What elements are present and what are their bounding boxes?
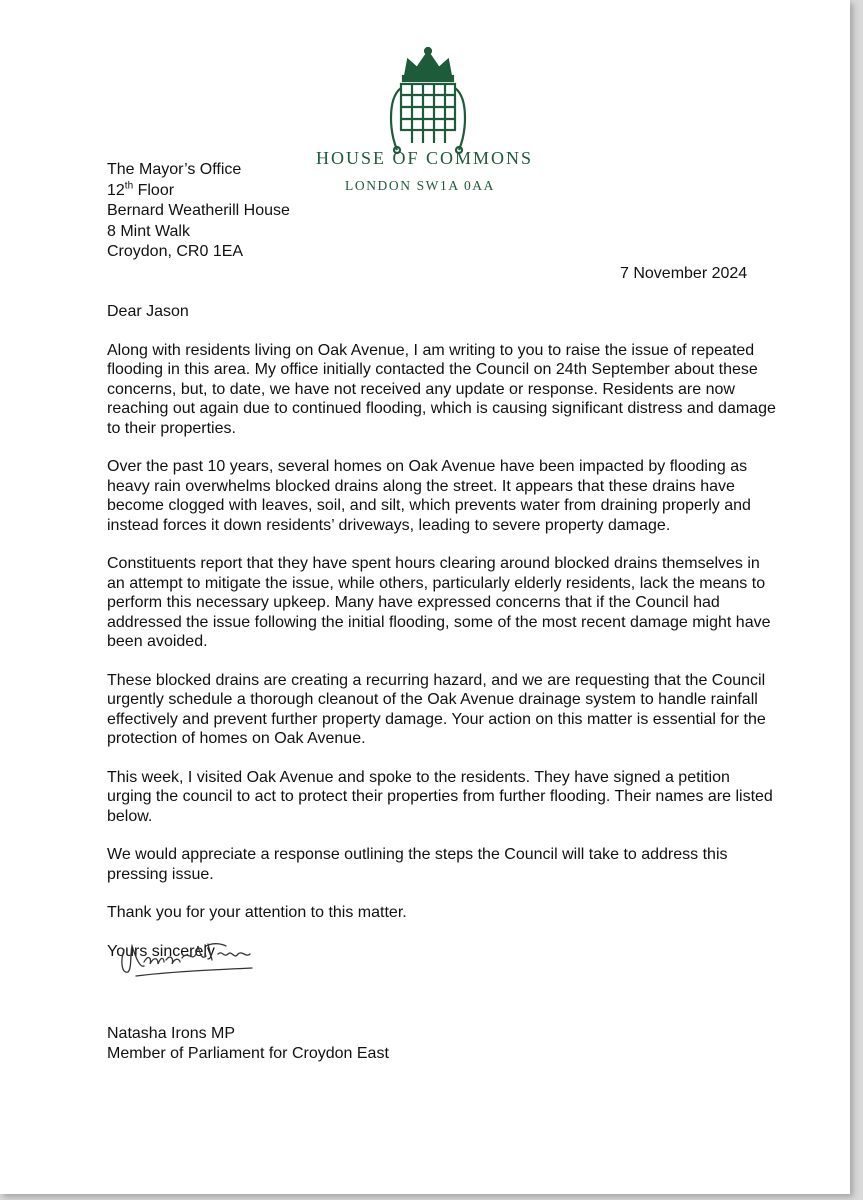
salutation: Dear Jason xyxy=(107,303,189,320)
body-paragraph: Constituents report that they have spent hours clearing around blocked drains themselves in an attempt to mitigate the issue, while others, particularly elderly residents, lack the means to perform this necessary upkeep. Many have expressed concerns that if the Council had addressed the issue following the initial flooding, some of the most recent damage might have been avoided. xyxy=(107,555,771,650)
body-paragraph: Along with residents living on Oak Avenue, I am writing to you to raise the issue of repeated flooding in this area. My office initially contacted the Council on 24th September about these concerns, but, to date, we have not received any update or response. Residents are now reaching out again due to continued flooding, which is causing significant distress and damage to their properties. xyxy=(107,341,776,437)
recipient-line: Croydon, CR0 1EA xyxy=(107,243,244,260)
signature xyxy=(118,932,258,982)
recipient-line: The Mayor’s Office xyxy=(107,161,242,178)
letterhead-address: LONDON SW1A 0AA xyxy=(345,178,495,193)
body-paragraph: We would appreciate a response outlining the steps the Council will take to address this pressing issue. xyxy=(107,846,728,883)
recipient-address xyxy=(107,160,290,263)
recipient-line: 8 Mint Walk xyxy=(107,222,190,240)
signatory-block xyxy=(107,1024,389,1064)
body-paragraph: Over the past 10 years, several homes on Oak Avenue have been impacted by flooding as heavy rain overwhelms blocked drains along the street. It appears that these drains have become clogged with leaves, soil, and silt, which prevents water from draining properly and instead forces it down residents’ driveways, leading to severe property damage. xyxy=(107,458,751,534)
letter-body xyxy=(107,302,777,980)
body-paragraph: Thank you for your attention to this matter. xyxy=(107,904,407,921)
recipient-floor xyxy=(107,181,290,202)
portcullis-icon xyxy=(385,46,471,156)
signatory-title: Member of Parliament for Croydon East xyxy=(107,1045,389,1062)
body-paragraph: These blocked drains are creating a recurring hazard, and we are requesting that the Council urgently schedule a thorough cleanout of the Oak Avenue drainage system to handle rainfall effectively and prevent further property damage. Your action on this matter is essential for the protection of homes on Oak Avenue. xyxy=(107,671,766,747)
letter-date: 7 November 2024 xyxy=(620,265,748,282)
floor-word: Floor xyxy=(133,181,175,199)
floor-suffix: th xyxy=(124,180,134,192)
signatory-name: Natasha Irons MP xyxy=(107,1025,236,1042)
letterhead-org: HOUSE OF COMMONS xyxy=(316,148,534,168)
body-paragraph: This week, I visited Oak Avenue and spoke to the residents. They have signed a petition urging the council to act to protect their properties from further flooding. Their names are listed below. xyxy=(107,768,773,825)
floor-number: 12 xyxy=(107,181,125,199)
closing: Yours sincerely xyxy=(107,942,215,960)
recipient-line: Bernard Weatherill House xyxy=(107,202,290,219)
